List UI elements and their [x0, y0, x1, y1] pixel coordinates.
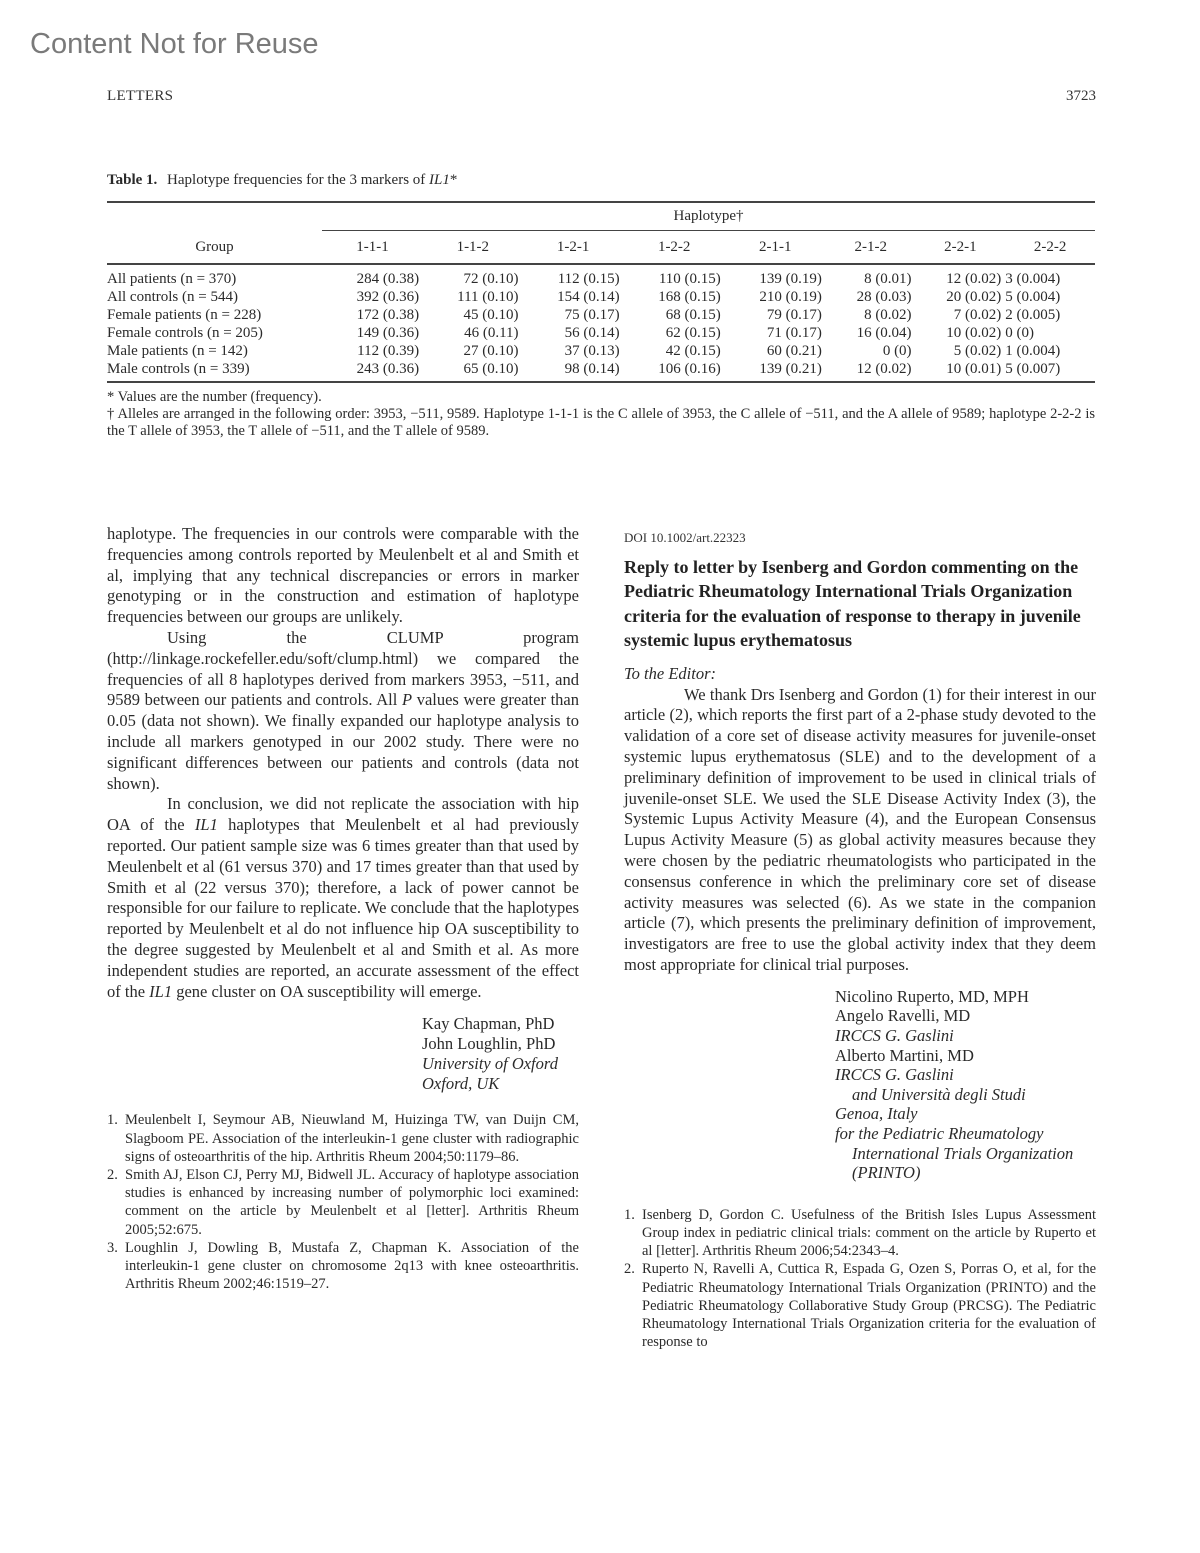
row-group: Female patients (n = 228) [107, 307, 262, 323]
doi: DOI 10.1002/art.22323 [624, 530, 746, 545]
running-head: LETTERS [107, 88, 174, 104]
row-group: Female controls (n = 205) [107, 325, 263, 341]
cell: 5 (0.007) [1005, 360, 1095, 382]
cell: 27 (0.10) [463, 343, 519, 359]
author-name: Kay Chapman, PhD [422, 1014, 555, 1034]
paragraph: Using the CLUMP program (http://linkage.rockefeller.edu/soft/clump.html) we compared the frequencies of all 8 haplotypes derived from markers 3953, −511, and 9589 between our patients and controls. All P values were greater than 0.05 (data not shown). We finally expanded our haplotype analysis to include all markers genotyped in our 2002 study. There were no significant differences between our patients and controls (data not shown). [107, 627, 579, 793]
reference-list [107, 1111, 579, 1293]
cell: 392 (0.36) [356, 289, 420, 305]
paragraph: haplotype. The frequencies in our controls were comparable with the frequencies among controls reported by Meulenbelt et al and Smith et al, implying that any technical discrepancies or errors in marker genotyping or in the construction and estimation of haplotype frequencies between our groups are unlikely. [107, 524, 579, 627]
reference-item: 2. Ruperto N, Ravelli A, Cuttica R, Espada G, Ozen S, Porras O, et al, for the Pediatric Rheumatology International Trials Organization (PRINTO) and the Pediatric Rheumatology Collaborative Study Group (PRCSG). The Pediatric Rheumatology International Trials Organization criteria for the evaluation of response to [624, 1261, 1096, 1351]
cell: 149 (0.36) [356, 325, 420, 341]
cell: 139 (0.19) [759, 271, 822, 287]
cell: 0 (0) [1005, 325, 1035, 341]
page-number: 3723 [1066, 88, 1096, 104]
watermark: Content Not for Reuse [30, 28, 319, 60]
cell: 79 (0.17) [766, 307, 822, 323]
cell: 16 (0.04) [856, 325, 912, 341]
author-location: Genoa, Italy [835, 1104, 918, 1124]
cell: 168 (0.15) [658, 289, 721, 305]
table-row [107, 342, 1095, 360]
cell: 284 (0.38) [356, 271, 420, 287]
cell: 243 (0.36) [322, 360, 423, 382]
footnote-alleles: † Alleles are arranged in the following order: 3953, −511, 9589. Haplotype 1-1-1 is the C allele of 3953, the C allele of −511, and the A allele of 9589; haplotype 2-2-2 is the T allele of 3953, the T allele of −511, and the T allele of 9589. [107, 406, 1095, 439]
reference-item: 2. Smith AJ, Elson CJ, Perry MJ, Bidwell JL. Accuracy of haplotype association studies is enhanced by increasing number of polymorphic loci examined: comment on the article by Meulenbelt et al [letter]. Arthritis Rheum 2005;52:675. [107, 1166, 579, 1238]
table-spanner-haplotype: Haplotype† [322, 203, 1095, 231]
haplotype-table [107, 201, 1095, 383]
cell: 111 (0.10) [457, 289, 519, 305]
reference-item: 3. Loughlin J, Dowling B, Mustafa Z, Chapman K. Association of the interleukin-1 gene cluster on chromosome 2q13 with knee osteoarthritis. Arthritis Rheum 2002;46:1519–27. [107, 1239, 579, 1293]
author-name: Angelo Ravelli, MD [835, 1006, 971, 1026]
author-signature [835, 987, 1096, 1183]
author-affiliation: IRCCS G. Gaslini [835, 1065, 954, 1085]
table-row [107, 306, 1095, 324]
cell: 12 (0.02) [826, 360, 916, 382]
cell: 172 (0.38) [356, 307, 420, 323]
row-group: Male patients (n = 142) [107, 343, 248, 359]
cell: 62 (0.15) [665, 325, 721, 341]
author-signature [422, 1014, 579, 1094]
cell: 42 (0.15) [665, 343, 721, 359]
cell: 112 (0.15) [557, 271, 620, 287]
table-caption-label: Table 1. [107, 172, 158, 188]
cell: 139 (0.21) [725, 360, 826, 382]
author-group: for the Pediatric Rheumatology [835, 1123, 1044, 1143]
cell: 65 (0.10) [423, 360, 522, 382]
reference-item: 1. Meulenbelt I, Seymour AB, Nieuwland M, Huizinga TW, van Duijn CM, Slagboom PE. Association of the interleukin-1 gene cluster with radiographic signs of osteoarthritis of the hip. Arthritis Rheum 2004;50:1179–86. [107, 1112, 579, 1165]
row-group: All patients (n = 370) [107, 271, 237, 287]
cell: 98 (0.14) [523, 360, 624, 382]
author-name: Alberto Martini, MD [835, 1045, 974, 1065]
column-header: 2-1-2 [826, 231, 916, 265]
author-affiliation: IRCCS G. Gaslini [835, 1025, 954, 1045]
column-header: 2-2-2 [1005, 231, 1095, 265]
table-footnotes [107, 389, 1095, 440]
row-group: All controls (n = 544) [107, 289, 238, 305]
author-affiliation: and Università degli Studi [852, 1084, 1026, 1104]
cell: 28 (0.03) [856, 289, 912, 305]
row-group: Male controls (n = 339) [107, 360, 322, 382]
cell: 5 (0.004) [1005, 289, 1061, 305]
table-row [107, 360, 1095, 382]
column-header: 2-1-1 [725, 231, 826, 265]
table-caption-text: Haplotype frequencies for the 3 markers of [167, 172, 426, 188]
cell: 2 (0.005) [1005, 307, 1061, 323]
right-column [624, 528, 1096, 1351]
cell: 75 (0.17) [564, 307, 620, 323]
table-header-row [107, 231, 1095, 265]
cell: 37 (0.13) [564, 343, 620, 359]
cell: 71 (0.17) [766, 325, 822, 341]
reference-list [624, 1206, 1096, 1352]
cell: 56 (0.14) [564, 325, 620, 341]
reference-item: 1. Isenberg D, Gordon C. Usefulness of the British Isles Lupus Assessment Group index in pediatric clinical trials: comment on the article by Ruperto et al [letter]. Arthritis Rheum 2006;54:2343–4. [624, 1206, 1096, 1260]
author-group: (PRINTO) [852, 1163, 921, 1183]
column-header: 1-1-2 [423, 231, 522, 265]
paragraph: In conclusion, we did not replicate the association with hip OA of the IL1 haplotypes that Meulenbelt et al had previously reported. Our patient sample size was 6 times greater than that used by Meulenbelt et al (61 versus 370) and 17 times greater than that used by Smith et al (22 versus 370); therefore, a lack of power cannot be responsible for our failure to replicate. We conclude that the haplotypes reported by Meulenbelt et al do not influence hip OA susceptibility to the degree suggested by Meulenbelt et al and Smith et al. As more independent studies are reported, an accurate assessment of the effect of the IL1 gene cluster on OA susceptibility will emerge. [107, 794, 580, 1001]
salutation: To the Editor: [624, 663, 716, 683]
cell: 72 (0.10) [463, 271, 519, 287]
column-header: 1-1-1 [322, 231, 423, 265]
cell: 8 (0.02) [864, 307, 912, 323]
table-caption [107, 172, 1095, 189]
author-affiliation: University of Oxford [422, 1054, 558, 1074]
cell: 8 (0.01) [864, 271, 912, 287]
author-name: John Loughlin, PhD [422, 1034, 556, 1054]
table-1 [107, 172, 1095, 440]
cell: 110 (0.15) [658, 271, 721, 287]
article-title: Reply to letter by Isenberg and Gordon commenting on the Pediatric Rheumatology International Trials Organization criteria for the evaluation of response to therapy in juvenile systemic lupus erythematosus [624, 556, 1081, 651]
cell: 0 (0) [882, 343, 912, 359]
table-row [107, 324, 1095, 342]
cell: 154 (0.14) [557, 289, 620, 305]
cell: 7 (0.02) [953, 307, 1002, 323]
cell: 12 (0.02) [946, 271, 1002, 287]
cell: 3 (0.004) [1005, 271, 1061, 287]
column-header: 1-2-2 [624, 231, 725, 265]
cell: 112 (0.39) [357, 343, 420, 359]
cell: 20 (0.02) [946, 289, 1002, 305]
cell: 10 (0.02) [946, 325, 1002, 341]
column-header: 2-2-1 [916, 231, 1006, 265]
cell: 46 (0.11) [464, 325, 519, 341]
paragraph: We thank Drs Isenberg and Gordon (1) for their interest in our article (2), which reports the first part of a 2-phase study devoted to the validation of a core set of disease activity measures for juvenile-onset systemic lupus erythematosus (SLE) and to the development of a preliminary definition of improvement to be used in clinical trials of juvenile-onset SLE. We used the SLE Disease Activity Index (3), the Systemic Lupus Activity Measure (4), and the European Consensus Lupus Activity Measure (5) as global activity measures because they were chosen by the pediatric rheumatologists who participated in the consensus conference in which the preliminary core set of disease activity measures was selected (6). As we state in the companion article (7), which presents the preliminary definition of improvement, investigators are free to use the global activity index that they deem most appropriate for clinical trial purposes. [624, 684, 1096, 974]
cell: 45 (0.10) [463, 307, 519, 323]
footnote-values: * Values are the number (frequency). [107, 389, 322, 405]
cell: 106 (0.16) [624, 360, 725, 382]
cell: 1 (0.004) [1005, 343, 1061, 359]
table-row [107, 288, 1095, 306]
cell: 210 (0.19) [759, 289, 822, 305]
table-caption-gene: IL1 [429, 172, 450, 188]
author-location: Oxford, UK [422, 1074, 500, 1094]
left-column [107, 524, 579, 1293]
cell: 68 (0.15) [665, 307, 721, 323]
cell: 60 (0.21) [766, 343, 822, 359]
column-header: 1-2-1 [523, 231, 624, 265]
column-header-group: Group [107, 231, 322, 265]
cell: 10 (0.01) [916, 360, 1006, 382]
author-group: International Trials Organization [852, 1143, 1074, 1163]
author-name: Nicolino Ruperto, MD, MPH [835, 986, 1029, 1006]
table-caption-mark: * [449, 172, 458, 188]
cell: 5 (0.02) [953, 343, 1002, 359]
table-row [107, 264, 1095, 288]
